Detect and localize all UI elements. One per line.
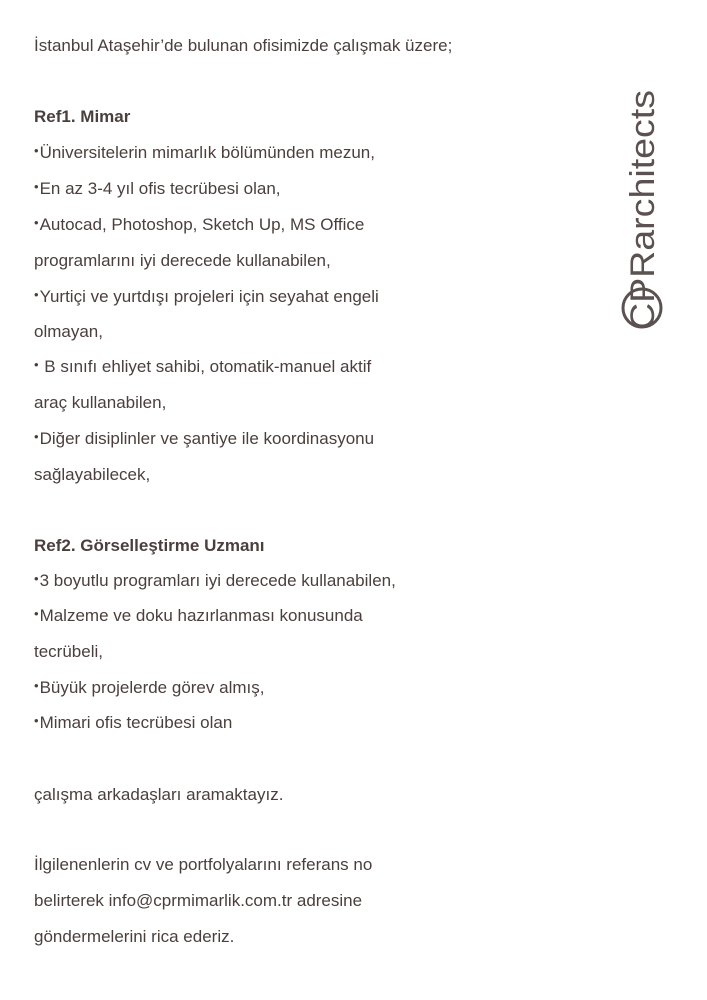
bullet-icon: • [34,713,39,728]
ref2-line: •Malzeme ve doku hazırlanması konusunda [34,606,363,625]
contact-line: İlgilenenlerin cv ve portfolyalarını referans no [34,855,373,874]
ref1-line: • B sınıfı ehliyet sahibi, otomatik-manuel aktif [34,357,372,376]
ref2-line: •Büyük projelerde görev almış, [34,678,265,697]
bullet-icon: • [34,287,39,302]
logo-wordmark: CPRarchitects [624,112,662,330]
intro-text: İstanbul Ataşehir’de bulunan ofisimizde çalışmak üzere; [34,36,453,55]
ref1-line: •En az 3-4 yıl ofis tecrübesi olan, [34,179,281,198]
bullet-icon: • [34,429,39,444]
ref2-line: •3 boyutlu programları iyi derecede kullanabilen, [34,571,396,590]
ref1-line: programlarını iyi derecede kullanabilen, [34,251,331,270]
ref2-line: •Mimari ofis tecrübesi olan [34,713,233,732]
bullet-icon: • [34,571,39,586]
bullet-icon: • [34,678,39,693]
cpr-architects-logo [620,86,664,330]
bullet-icon: • [34,215,39,230]
ref1-line: •Üniversitelerin mimarlık bölümünden mezun, [34,143,375,162]
ref1-line: olmayan, [34,322,103,341]
ref1-line: •Autocad, Photoshop, Sketch Up, MS Office [34,215,365,234]
ref1-line: •Yurtiçi ve yurtdışı projeleri için seyahat engeli [34,287,379,306]
ref1-line: araç kullanabilen, [34,393,167,412]
contact-line: belirterek info@cprmimarlik.com.tr adresine [34,891,363,910]
bullet-icon: • [34,143,39,158]
contact-line: göndermelerini rica ederiz. [34,927,235,946]
ref1-line: •Diğer disiplinler ve şantiye ile koordinasyonu [34,429,375,448]
ref2-heading: Ref2. Görselleştirme Uzmanı [34,536,265,555]
closing-text: çalışma arkadaşları aramaktayız. [34,785,284,804]
bullet-icon: • [34,606,39,621]
ref1-line: sağlayabilecek, [34,465,151,484]
ref2-line: tecrübeli, [34,642,103,661]
ref1-heading: Ref1. Mimar [34,107,131,126]
bullet-icon: • [34,179,39,194]
bullet-icon: • [34,357,39,372]
